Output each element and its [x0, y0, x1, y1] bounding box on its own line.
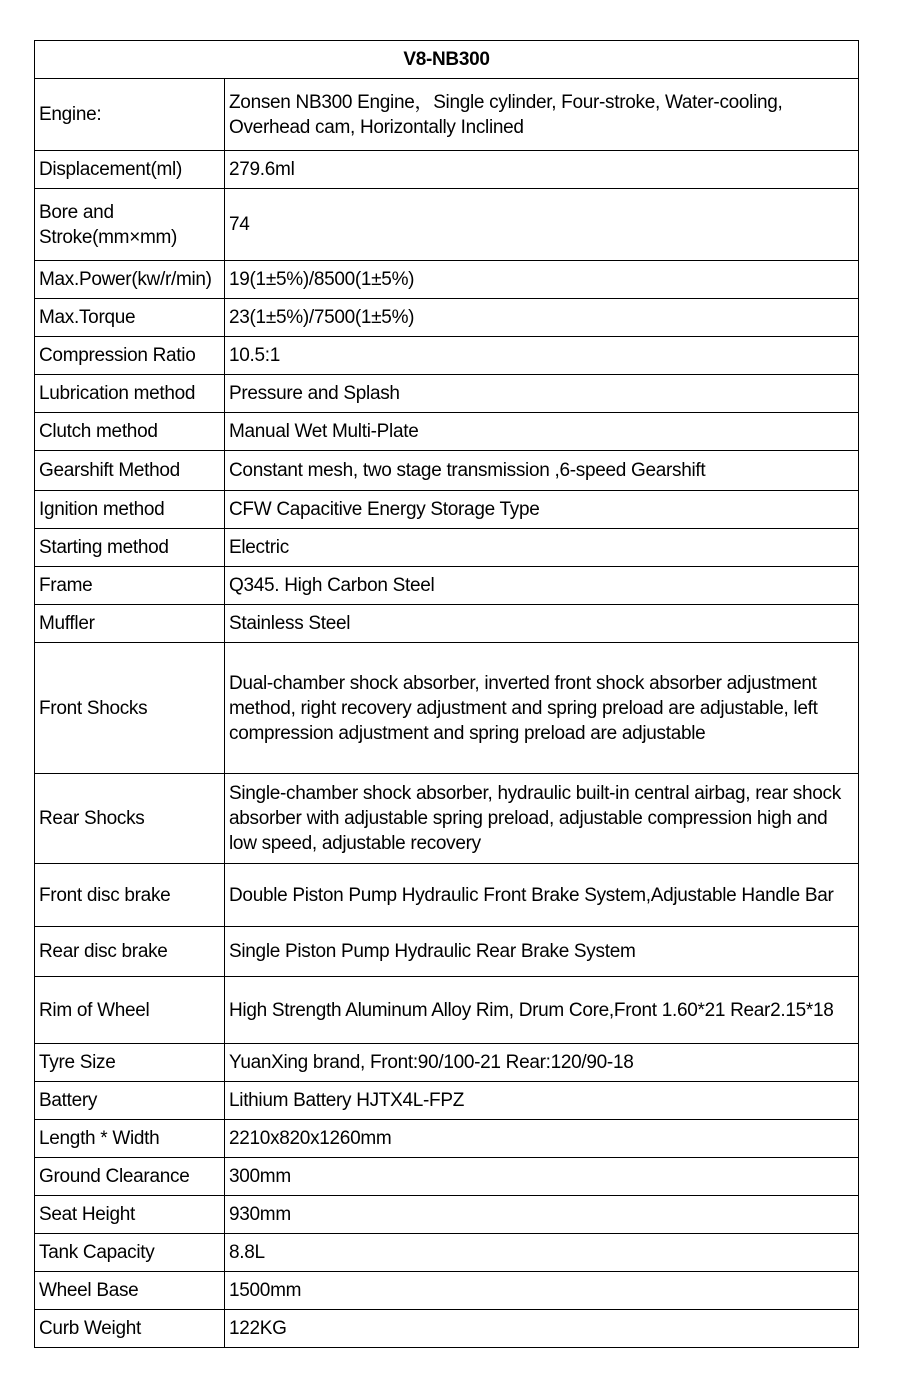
spec-label: Front disc brake — [35, 864, 225, 927]
table-row — [35, 451, 859, 491]
spec-label: Tank Capacity — [35, 1234, 225, 1272]
spec-label: Rear Shocks — [35, 774, 225, 864]
spec-value: High Strength Aluminum Alloy Rim, Drum Core,Front 1.60*21 Rear2.15*18 — [225, 977, 859, 1044]
table-row — [35, 1044, 859, 1082]
table-row — [35, 189, 859, 261]
spec-label: Clutch method — [35, 413, 225, 451]
spec-label: Curb Weight — [35, 1310, 225, 1348]
table-row — [35, 261, 859, 299]
spec-label: Front Shocks — [35, 643, 225, 774]
spec-value: 122KG — [225, 1310, 859, 1348]
spec-value: Electric — [225, 529, 859, 567]
table-row — [35, 1310, 859, 1348]
spec-value: YuanXing brand, Front:90/100-21 Rear:120/90-18 — [225, 1044, 859, 1082]
table-row — [35, 337, 859, 375]
table-row — [35, 375, 859, 413]
spec-label: Engine: — [35, 79, 225, 151]
spec-label: Lubrication method — [35, 375, 225, 413]
spec-value: 23(1±5%)/7500(1±5%) — [225, 299, 859, 337]
spec-value: Lithium Battery HJTX4L-FPZ — [225, 1082, 859, 1120]
spec-value: 8.8L — [225, 1234, 859, 1272]
spec-label: Rear disc brake — [35, 927, 225, 977]
table-row — [35, 1234, 859, 1272]
table-row — [35, 774, 859, 864]
table-row — [35, 1196, 859, 1234]
table-row — [35, 567, 859, 605]
spec-value: Dual-chamber shock absorber, inverted front shock absorber adjustment method, right recovery adjustment and spring preload are adjustable, left compression adjustment and spring preload are adjustable — [225, 643, 859, 774]
table-row — [35, 1120, 859, 1158]
table-row — [35, 491, 859, 529]
spec-value: Pressure and Splash — [225, 375, 859, 413]
table-row — [35, 529, 859, 567]
spec-value: Single-chamber shock absorber, hydraulic built-in central airbag, rear shock absorber with adjustable spring preload, adjustable compression high and low speed, adjustable recovery — [225, 774, 859, 864]
spec-label: Wheel Base — [35, 1272, 225, 1310]
spec-value: 300mm — [225, 1158, 859, 1196]
title-row — [35, 41, 859, 79]
table-row — [35, 864, 859, 927]
spec-label: Ignition method — [35, 491, 225, 529]
table-row — [35, 151, 859, 189]
spec-label: Starting method — [35, 529, 225, 567]
spec-table — [34, 40, 859, 1348]
spec-label: Length * Width — [39, 1128, 160, 1149]
spec-value: Constant mesh, two stage transmission ,6-speed Gearshift — [225, 451, 859, 491]
table-title: V8-NB300 — [35, 41, 859, 79]
spec-value: Stainless Steel — [225, 605, 859, 643]
table-row — [35, 413, 859, 451]
spec-value: Single Piston Pump Hydraulic Rear Brake System — [225, 927, 859, 977]
spec-value: Double Piston Pump Hydraulic Front Brake System,Adjustable Handle Bar — [225, 864, 859, 927]
spec-value: Manual Wet Multi-Plate — [225, 413, 859, 451]
spec-label: Frame — [35, 567, 225, 605]
spec-value: 74 — [225, 189, 859, 261]
spec-label: Compression Ratio — [35, 337, 225, 375]
spec-value: 2210x820x1260mm — [225, 1120, 859, 1158]
table-row — [35, 643, 859, 774]
spec-value: 1500mm — [225, 1272, 859, 1310]
spec-label: Max.Torque — [39, 307, 136, 328]
spec-value: Q345. High Carbon Steel — [225, 567, 859, 605]
table-row — [35, 1272, 859, 1310]
spec-label: Seat Height — [35, 1196, 225, 1234]
spec-value: CFW Capacitive Energy Storage Type — [225, 491, 859, 529]
spec-label: Ground Clearance — [35, 1158, 225, 1196]
spec-value: 930mm — [225, 1196, 859, 1234]
spec-label: Muffler — [35, 605, 225, 643]
table-row — [35, 605, 859, 643]
spec-label: Tyre Size — [35, 1044, 225, 1082]
table-row — [35, 1082, 859, 1120]
table-row — [35, 79, 859, 151]
table-row — [35, 299, 859, 337]
spec-label: Max.Power(kw/r/min) — [35, 261, 225, 299]
spec-value: 279.6ml — [225, 151, 859, 189]
spec-label: Displacement(ml) — [35, 151, 225, 189]
table-row — [35, 977, 859, 1044]
spec-value: 19(1±5%)/8500(1±5%) — [225, 261, 859, 299]
spec-value: 10.5:1 — [225, 337, 859, 375]
table-row — [35, 1158, 859, 1196]
spec-value: Zonsen NB300 Engine，Single cylinder, Four-stroke, Water-cooling, Overhead cam, Horizontally Inclined — [225, 79, 859, 151]
spec-label: Bore and Stroke(mm×mm) — [35, 189, 225, 261]
spec-label: Battery — [35, 1082, 225, 1120]
table-row — [35, 927, 859, 977]
spec-label: Rim of Wheel — [35, 977, 225, 1044]
spec-label: Gearshift Method — [35, 451, 225, 491]
